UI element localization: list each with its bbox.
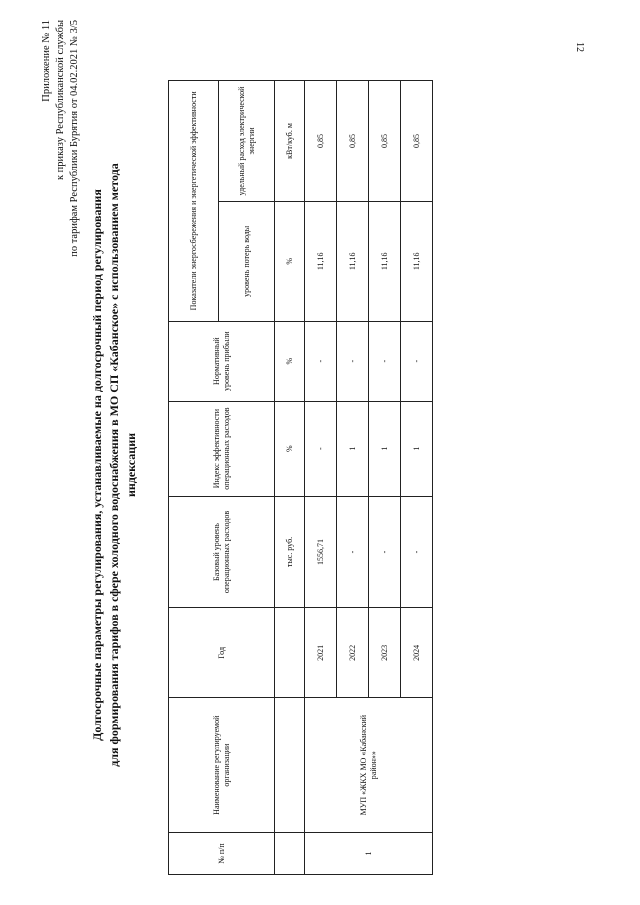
title-line-3: индексации <box>124 432 138 498</box>
header-row <box>169 81 219 875</box>
cell-loss: 11,16 <box>337 201 369 321</box>
cell-index: 1 <box>337 401 369 496</box>
header-energy: Показатели энергосбережения и энергетической эффективности <box>169 81 219 322</box>
cell-year: 2023 <box>369 608 401 698</box>
row-number: 1 <box>305 833 433 875</box>
parameters-table <box>168 80 433 875</box>
cell-electric: 0,85 <box>401 81 433 202</box>
annex-line-1: Приложение № 11 <box>41 20 52 102</box>
unit-loss: % <box>275 201 305 321</box>
title-line-2: для формирования тарифов в сфере холодного водоснабжения в МО СП «Кабанское» с использованием метода <box>107 163 121 767</box>
cell-base: 1556,71 <box>305 496 337 608</box>
cell-profit: - <box>369 321 401 401</box>
cell-electric: 0,85 <box>369 81 401 202</box>
header-year: Год <box>169 608 275 698</box>
cell-profit: - <box>401 321 433 401</box>
organization-name: МУП «ЖКХ МО «Кабанский район»» <box>305 698 433 833</box>
cell-electric: 0,85 <box>305 81 337 202</box>
cell-loss: 11,16 <box>369 201 401 321</box>
unit-electric: кВт/куб. м <box>275 81 305 202</box>
cell-year: 2024 <box>401 608 433 698</box>
header-num: № п/п <box>169 833 275 875</box>
cell-profit: - <box>305 321 337 401</box>
cell-year: 2022 <box>337 608 369 698</box>
cell-electric: 0,85 <box>337 81 369 202</box>
header-org: Наименование регулируемой организации <box>169 698 275 833</box>
header-base: Базовый уровень операционных расходов <box>169 496 275 608</box>
header-index: Индекс эффективности операционных расходов <box>169 401 275 496</box>
page-number: 12 <box>574 42 585 52</box>
cell-index: 1 <box>401 401 433 496</box>
cell-base: - <box>337 496 369 608</box>
header-profit: Нормативный уровень прибыли <box>169 321 275 401</box>
cell-index: - <box>305 401 337 496</box>
cell-year: 2021 <box>305 608 337 698</box>
units-row <box>275 81 305 875</box>
annex-line-3: по тарифам Республики Бурятия от 04.02.2021 № 3/5 <box>69 20 80 257</box>
cell-loss: 11,16 <box>305 201 337 321</box>
unit-profit: % <box>275 321 305 401</box>
cell-index: 1 <box>369 401 401 496</box>
unit-base: тыс. руб. <box>275 496 305 608</box>
annex-line-2: к приказу Республиканской службы <box>55 20 66 181</box>
cell-base: - <box>369 496 401 608</box>
table-row <box>305 81 337 875</box>
unit-index: % <box>275 401 305 496</box>
header-electric: удельный расход электрической энергии <box>219 81 275 202</box>
cell-profit: - <box>337 321 369 401</box>
cell-base: - <box>401 496 433 608</box>
title-line-1: Долгосрочные параметры регулирования, устанавливаемые на долгосрочный период регулирования <box>90 189 104 741</box>
cell-loss: 11,16 <box>401 201 433 321</box>
header-loss: уровень потерь воды <box>219 201 275 321</box>
